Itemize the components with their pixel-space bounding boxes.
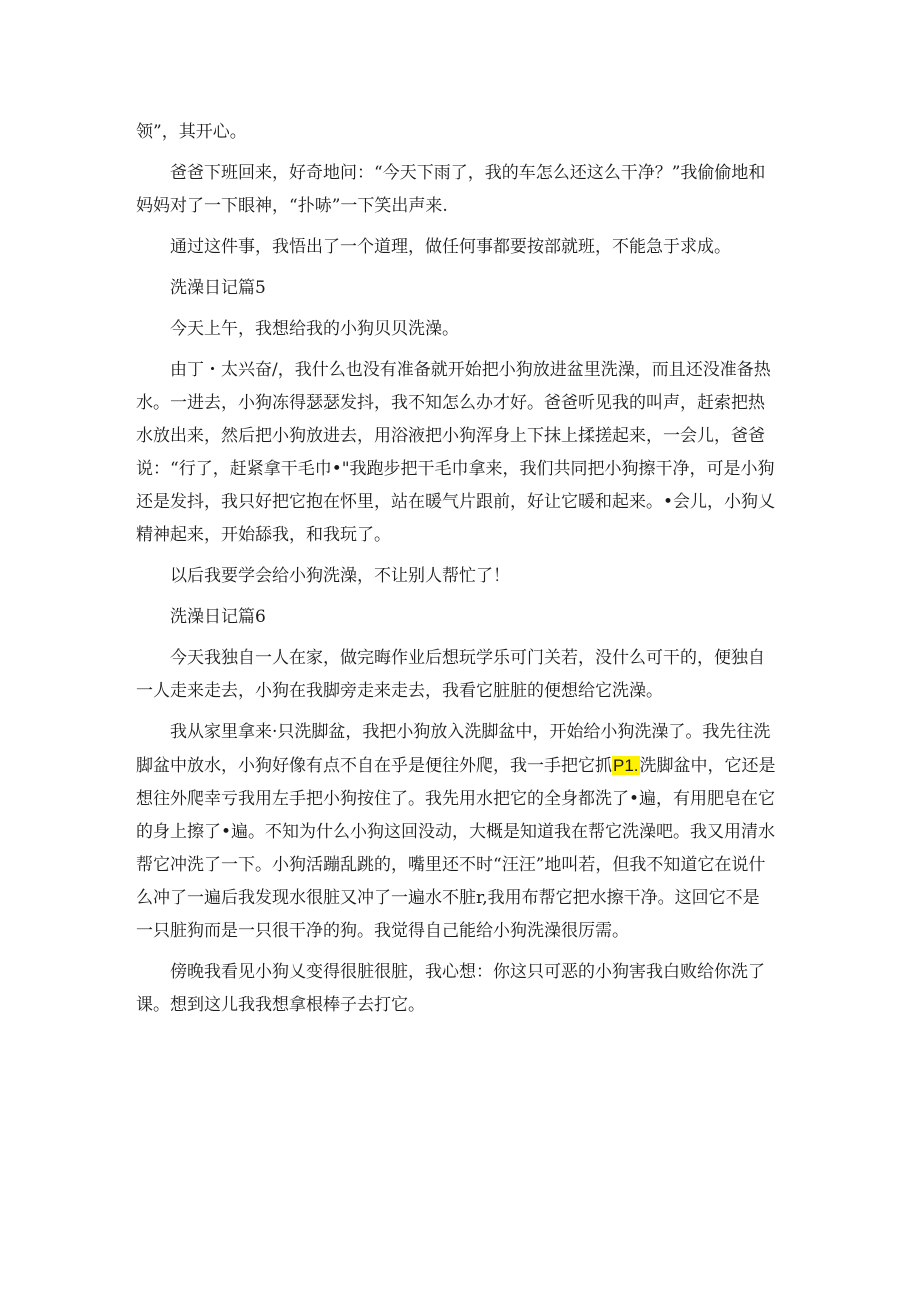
- section-heading-5: 洗澡日记篇5: [170, 278, 266, 298]
- paragraph-lesson: 通过这件事，我悟出了一个道理，做任何事都要按部就班，不能急于求成。: [170, 237, 731, 257]
- highlighted-text: P1.: [613, 756, 639, 775]
- paragraph-this-morning: 今天上午，我想给我的小狗贝贝洗澡。: [170, 319, 459, 339]
- section-heading-6: 洗澡日记篇6: [170, 607, 266, 627]
- diary-text-body: [136, 116, 776, 1022]
- paragraph-foot-basin-part-1: 我从家里拿来·只洗脚盆，我把小狗放入洗脚盆中，开始给小狗洗澡了。我先往洗脚盆中放水，小狗好像有点不自在乎是便往外爬，我一手把它抓: [136, 722, 771, 776]
- paragraph-continuation: 领”，其开心。: [136, 122, 247, 142]
- paragraph-dad-returns: 爸爸下班回来，好奇地问：“今天下雨了，我的车怎么还这么干净？”我偷偷地和妈妈对了一下眼神，“扑哧”一下笑出声来.: [136, 163, 766, 216]
- paragraph-evening: 傍晚我看见小狗乂变得很脏很脏，我心想：你这只可恶的小狗害我白败给你洗了课。想到这儿我我想拿根棒子去打它。: [136, 962, 765, 1015]
- paragraph-bathing-dog: 由丁・太兴奋/，我什么也没有准备就开始把小狗放进盆里洗澡，而且还没准备热水。一进去，小狗冻得瑟瑟发抖，我不知怎么办才好。爸爸听见我的叫声，赶索把热水放出来，然后把小狗放进去，用浴液把小狗浑身上下抹上揉搓起来，一会儿，爸爸说：“行了，赶紧拿干毛巾•"我跑步把干毛巾拿来，我们共同把小狗擦干净，可是小狗还是发抖，我只好把它抱在怀里，站在暖气片跟前，好让它暖和起来。•会儿，小狗乂精神起来，开始舔我，和我玩了。: [136, 360, 776, 545]
- paragraph-foot-basin-part-2: 洗脚盆中，它还是想往外爬幸亏我用左手把小狗按住了。我先用水把它的全身都洗了•遍，有用肥皂在它的身上擦了•遍。不知为什么小狗这回没动，大概是知道我在帮它洗澡吧。我又用清水帮它冲洗了一下。小狗活蹦乱跳的，嘴里还不时“汪汪”地叫若，但我不知道它在说什么冲了一遍后我发现水很脏又冲了一遍水不脏r,我用布帮它把水擦干净。这回它不是一只脏狗而是一只很干净的狗。我觉得自己能给小狗洗澡很厉需。: [136, 756, 776, 941]
- paragraph-learn-to-bathe: 以后我要学会给小狗洗澡，不让别人帮忙了！: [170, 566, 510, 586]
- paragraph-foot-basin: [136, 716, 776, 948]
- paragraph-home-alone: 今天我独自一人在家，做完晦作业后想玩学乐可门关若，没什么可干的，便独自一人走来走去，小狗在我脚旁走来走去，我看它脏脏的便想给它洗澡。: [136, 648, 765, 701]
